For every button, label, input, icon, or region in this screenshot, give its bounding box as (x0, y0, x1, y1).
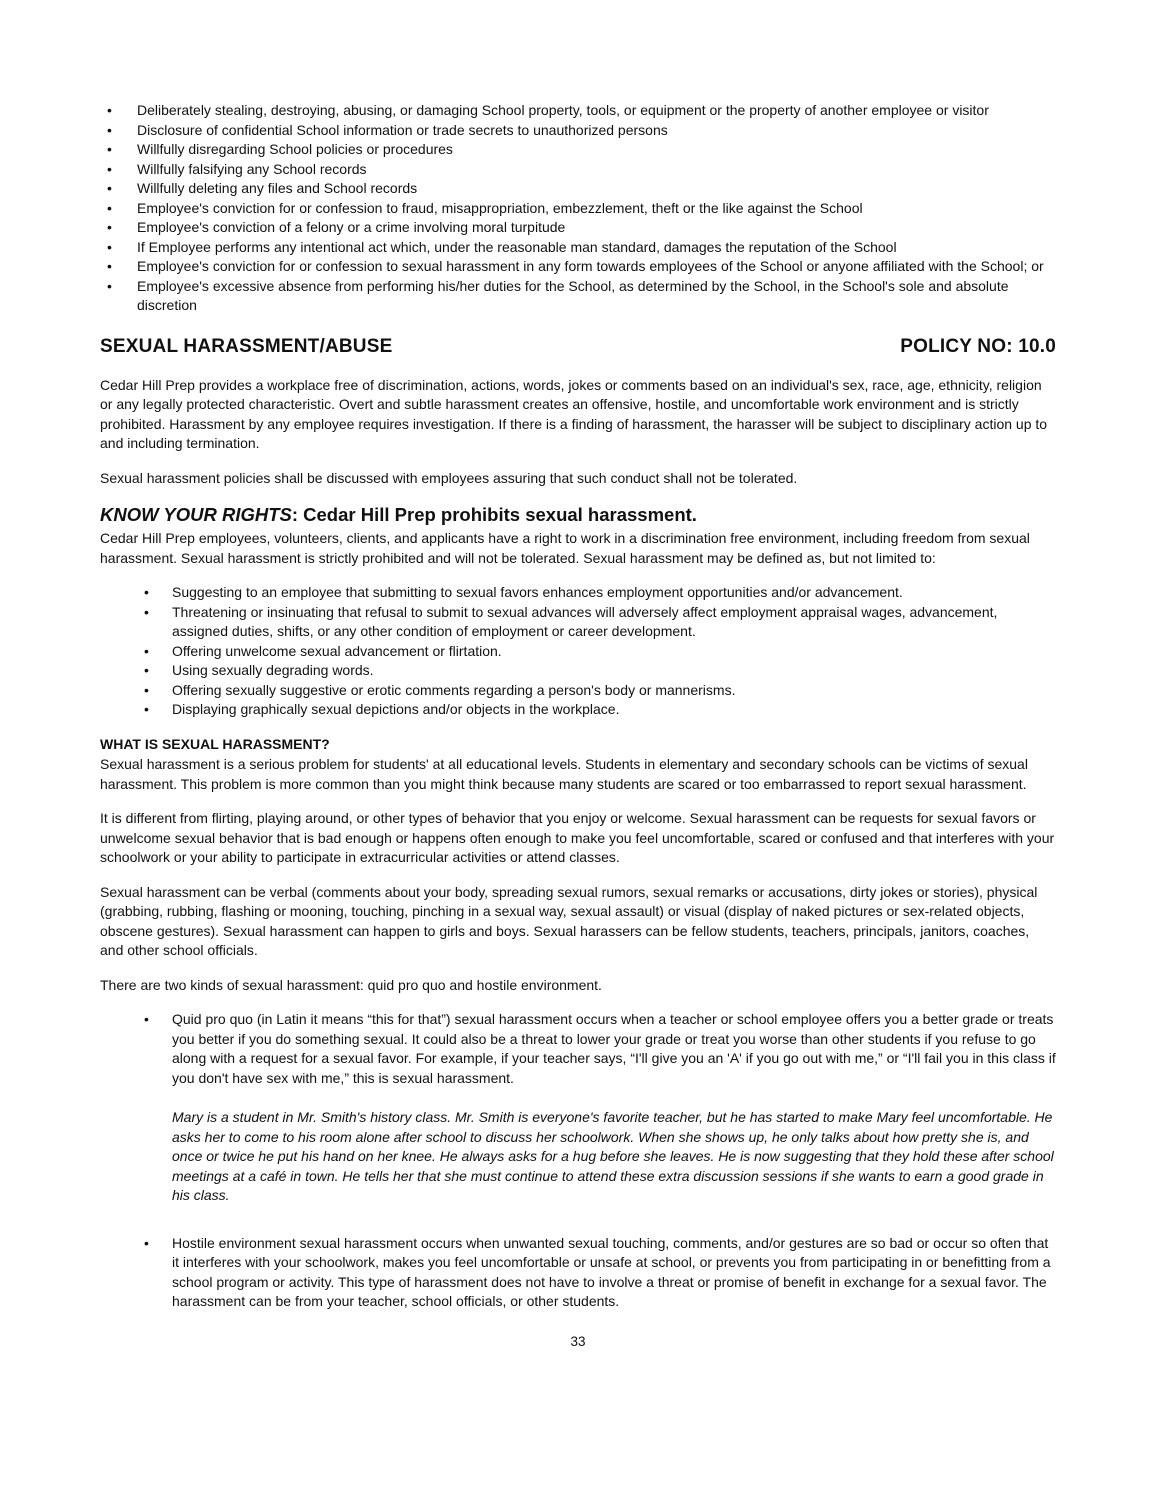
harassment-definitions-list (100, 583, 1056, 720)
list-item: • Employee's excessive absence from performing his/her duties for the School, as determined by the School, in the School's sole and absolute discretion (100, 277, 1056, 316)
two-kinds-paragraph: There are two kinds of sexual harassment: quid pro quo and hostile environment. (100, 976, 602, 993)
know-your-rights-lead: KNOW YOUR RIGHTS (100, 504, 292, 525)
hostile-environment-list (100, 1234, 1056, 1312)
list-item: • Suggesting to an employee that submitting to sexual favors enhances employment opportunities and/or advancement. (100, 583, 1056, 603)
section-title: SEXUAL HARASSMENT/ABUSE (100, 335, 393, 357)
list-item: • Offering sexually suggestive or erotic comments regarding a person's body or mannerisms. (100, 681, 1056, 701)
what-is-paragraph-2: It is different from flirting, playing around, or other types of behavior that you enjoy or welcome. Sexual harassment can be requests for sexual favors or unwelcome sexual behavior that is bad enough or happens often enough to make you feel uncomfortable, scared or confused and that interferes with your schoolwork or your ability to participate in extracurricular activities or attend classes. (100, 810, 1055, 865)
list-item: • Employee's conviction for or confession to fraud, misappropriation, embezzlement, theft or the like against the School (100, 199, 1056, 219)
list-item: • Displaying graphically sexual depictions and/or objects in the workplace. (100, 700, 1056, 720)
know-your-rights-rest: : Cedar Hill Prep prohibits sexual harassment. (291, 504, 697, 525)
what-is-paragraph-3: Sexual harassment can be verbal (comments about your body, spreading sexual rumors, sexual remarks or accusations, dirty jokes or stories), physical (grabbing, rubbing, flashing or mooning, touching, pinching in a sexual way, sexual assault) or visual (display of naked pictures or sex-related objects, obscene gestures). Sexual harassment can happen to girls and boys. Sexual harassers can be fellow students, teachers, principals, janitors, coaches, and other school officials. (100, 883, 1038, 958)
list-item: • Threatening or insinuating that refusal to submit to sexual advances will adversely affect employment appraisal wages, advancement, assigned duties, shifts, or any other condition of employment or career development. (100, 603, 1056, 642)
quid-pro-quo-item: • Quid pro quo (in Latin it means “this for that”) sexual harassment occurs when a teacher or school employee offers you a better grade or treats you better if you do something sexual. It could also be a threat to lower your grade or treat you worse than other students if you refuse to go along with a request for a sexual favor. For example, if your teacher says, “I'll give you an 'A' if you go out with me,” or “I'll fail you in this class if you don't have sex with me,” this is sexual harassment. (100, 1010, 1056, 1088)
policy-note-paragraph: Sexual harassment policies shall be discussed with employees assuring that such conduct shall not be tolerated. (100, 469, 798, 486)
list-item: • Offering unwelcome sexual advancement or flirtation. (100, 642, 1056, 662)
know-your-rights-intro: Cedar Hill Prep employees, volunteers, clients, and applicants have a right to work in a discrimination free environment, including freedom from sexual harassment. Sexual harassment is strictly prohibited and will not be tolerated. Sexual harassment may be defined as, but not limited to: (100, 530, 1030, 566)
list-item: • Willfully disregarding School policies or procedures (100, 140, 1056, 160)
know-your-rights-heading (100, 503, 1056, 527)
list-item: • Willfully falsifying any School records (100, 160, 1056, 180)
what-is-heading: WHAT IS SEXUAL HARASSMENT? (100, 735, 330, 752)
policy-number: POLICY NO: 10.0 (900, 335, 1056, 357)
section-heading-row (100, 335, 1056, 359)
list-item: • Employee's conviction for or confession to sexual harassment in any form towards employees of the School or anyone affiliated with the School; or (100, 257, 1056, 277)
list-item: • Willfully deleting any files and School records (100, 179, 1056, 199)
termination-causes-list (100, 101, 1056, 316)
list-item: • If Employee performs any intentional act which, under the reasonable man standard, damages the reputation of the School (100, 238, 1056, 258)
list-item: • Disclosure of confidential School information or trade secrets to unauthorized persons (100, 121, 1056, 141)
list-item: • Employee's conviction of a felony or a crime involving moral turpitude (100, 218, 1056, 238)
list-item: • Deliberately stealing, destroying, abusing, or damaging School property, tools, or equipment or the property of another employee or visitor (100, 101, 1056, 121)
hostile-environment-item: • Hostile environment sexual harassment occurs when unwanted sexual touching, comments, and/or gestures are so bad or occur so often that it interferes with your schoolwork, makes you feel uncomfortable or unsafe at school, or prevents you from participating in or benefitting from a school program or activity. This type of harassment does not have to involve a threat or promise of benefit in exchange for a sexual favor. The harassment can be from your teacher, school officials, or other students. (100, 1234, 1056, 1312)
page-number: 33 (570, 1333, 586, 1349)
mary-example-paragraph: Mary is a student in Mr. Smith's history class. Mr. Smith is everyone's favorite teacher, but he has started to make Mary feel uncomfortable. He asks her to come to his room alone after school to discuss her schoolwork. When she shows up, he only talks about how pretty she is, and once or twice he put his hand on her knee. He always asks for a hug before she leaves. He is now suggesting that they hold these after school meetings at a café in town. He tells her that she must continue to attend these extra discussion sessions if she wants to earn a good grade in his class. (172, 1109, 1054, 1203)
quid-pro-quo-list (100, 1010, 1056, 1088)
list-item: • Using sexually degrading words. (100, 661, 1056, 681)
policy-intro-paragraph: Cedar Hill Prep provides a workplace free of discrimination, actions, words, jokes or comments based on an individual's sex, race, age, ethnicity, religion or any legally protected characteristic. Overt and subtle harassment creates an offensive, hostile, and uncomfortable work environment and is strictly prohibited. Harassment by any employee requires investigation. If there is a finding of harassment, the harasser will be subject to disciplinary action up to and including termination. (100, 376, 1048, 451)
what-is-paragraph-1: Sexual harassment is a serious problem for students' at all educational levels. Students in elementary and secondary schools can be victims of sexual harassment. This problem is more common than you might think because many students are scared or too embarrassed to report sexual harassment. (100, 756, 1028, 792)
